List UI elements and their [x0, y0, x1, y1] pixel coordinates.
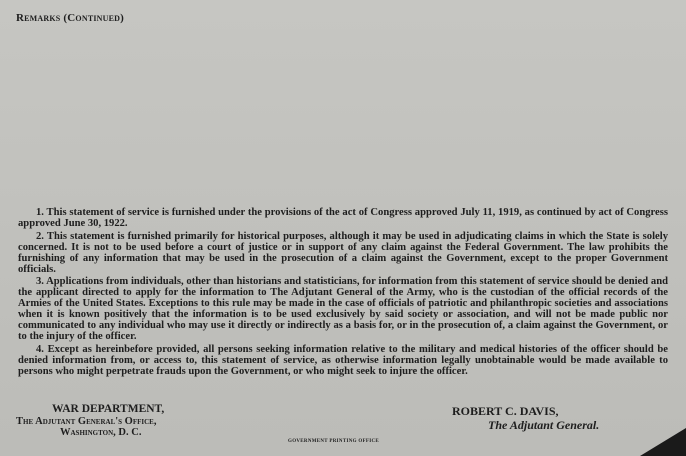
printer-imprint: GOVERNMENT PRINTING OFFICE — [288, 439, 380, 444]
dark-corner — [640, 428, 686, 456]
note-paragraph-2: 2. This statement is furnished primarily for historical purposes, although it may be used in adjudicating claims in which the State is solely concerned. It is not to be used before a court of justice or in support of any claim against the Federal Government. The law prohibits the furnishing of any information that may be used in the prosecution of a claim against the Government, except to the proper Government officials. — [18, 230, 668, 275]
remarks-heading: Remarks (Continued) — [16, 12, 124, 24]
department-block — [16, 404, 164, 439]
note-paragraph-1: 1. This statement of service is furnished under the provisions of the act of Congress approved July 11, 1919, as continued by act of Congress approved June 30, 1922. — [18, 207, 668, 229]
office-location: Washington, D. C. — [60, 427, 142, 438]
signatory-name: ROBERT C. DAVIS, — [452, 404, 559, 418]
notes-section — [18, 208, 668, 380]
department-name: WAR DEPARTMENT, — [52, 403, 165, 415]
signatory-title: The Adjutant General. — [488, 418, 600, 432]
office-name: The Adjutant General's Office, — [16, 415, 157, 427]
note-paragraph-3: 3. Applications from individuals, other than historians and statisticians, for information from this statement of service should be denied and the applicant directed to apply for the information to The Adjutant General of the Army, who is the custodian of the official records of the Armies of the United States. Exceptions to this rule may be made in the case of officials of patriotic and philanthropic societies and associations when it is known positively that the information is to be used exclusively by said society or association, and will not be made public nor communicated to any individual who may use it directly or indirectly as a basis for, or in the prosecution of, a claim against the Government, or to the injury of the officer. — [18, 276, 668, 342]
note-paragraph-4: 4. Except as hereinbefore provided, all persons seeking information relative to the military and medical histories of the officer should be denied information from, or access to, this statement of service, as otherwise information legally unobtainable would be made available to persons who might perpetrate frauds upon the Government, or who might seek to injure the officer. — [18, 343, 668, 377]
signature-block — [452, 404, 599, 432]
